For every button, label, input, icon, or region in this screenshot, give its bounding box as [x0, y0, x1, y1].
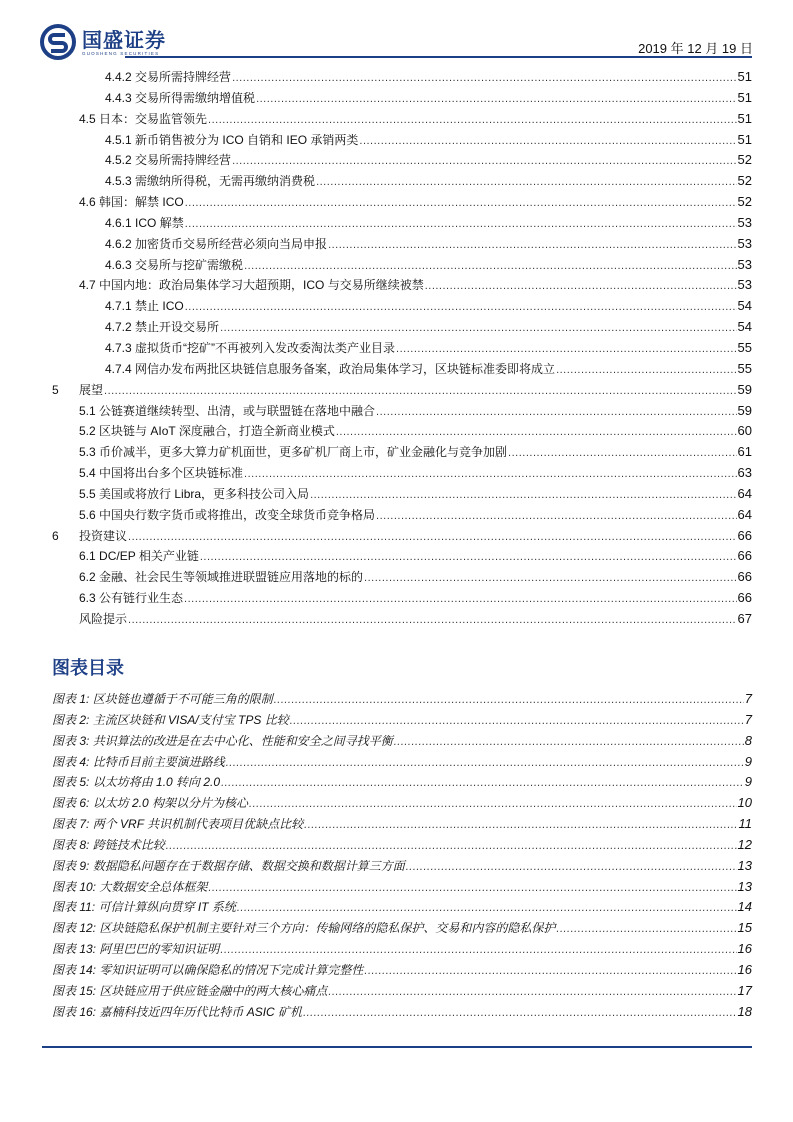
dot-leader: [290, 711, 744, 732]
toc-entry-number: 5.6: [79, 507, 96, 522]
toc-entry[interactable]: [52, 171, 752, 192]
figure-entry-label: [52, 918, 555, 939]
toc-entry[interactable]: [52, 442, 752, 463]
figure-number: 图表 15:: [52, 983, 97, 998]
figure-title: 两个 VRF 共识机制代表项目优缺点比较: [92, 817, 304, 832]
toc-entry-title: 展望: [79, 382, 104, 397]
toc-entry-page: 66: [737, 569, 752, 585]
toc-entry-page: 66: [737, 590, 752, 606]
dot-leader: [396, 339, 736, 360]
figure-entry-label: [52, 772, 220, 793]
toc-entry-label: [79, 505, 375, 526]
toc-entry-title: 公链赛道继续转型、出清，或与联盟链在落地中融合: [99, 403, 376, 418]
toc-entry-page: 55: [737, 339, 752, 355]
list-of-figures: [52, 689, 752, 1023]
toc-entry-page: 54: [737, 319, 752, 335]
toc-entry-label: [79, 546, 199, 567]
toc-entry-page: 67: [737, 610, 752, 626]
toc-entry-number: 4.5.2: [105, 153, 132, 168]
toc-entry-title: 网信办发布两批区块链信息服务备案，政治局集体学习，区块链标准委即将成立: [135, 361, 556, 376]
toc-entry-page: 63: [737, 465, 752, 481]
toc-entry-number: 4.5.1: [105, 132, 132, 147]
figure-title: 可信计算纵向贯穿 IT 系统: [98, 900, 236, 915]
toc-entry-number: 5.5: [79, 486, 96, 501]
figure-entry[interactable]: [52, 710, 752, 731]
figure-title: 零知识证明可以确保隐私的情况下完成计算完整性: [99, 962, 364, 977]
figure-title: 区块链隐私保护机制主要针对三个方向：传输网络的隐私保护、交易和内容的隐私保护: [99, 921, 556, 936]
figure-page: 14: [737, 899, 752, 915]
figure-page: 9: [744, 753, 752, 769]
toc-entry-page: 53: [737, 277, 752, 293]
toc-entry-page: 64: [737, 485, 752, 501]
figure-title: 主流区块链和 VISA/支付宝 TPS 比较: [92, 712, 289, 727]
figure-entry-label: [52, 1002, 302, 1023]
toc-entry-title: 风险提示: [79, 611, 128, 626]
dot-leader: [304, 815, 737, 836]
toc-entry-page: 59: [737, 381, 752, 397]
figure-page: 13: [737, 857, 752, 873]
figure-entry-label: [52, 689, 273, 710]
figure-number: 图表 13:: [52, 942, 97, 957]
dot-leader: [310, 485, 736, 506]
toc-entry[interactable]: [52, 401, 752, 422]
toc-entry-label: [105, 255, 243, 276]
dot-leader: [185, 214, 737, 235]
figure-entry[interactable]: [52, 793, 752, 814]
figure-number: 图表 12:: [52, 921, 97, 936]
toc-entry-page: 52: [737, 173, 752, 189]
toc-entry[interactable]: [52, 484, 752, 505]
figure-number: 图表 3:: [52, 733, 90, 748]
toc-entry-label: [105, 130, 358, 151]
figure-page: 16: [737, 941, 752, 957]
toc-entry-number: 4.6.1: [105, 215, 132, 230]
dot-leader: [406, 857, 737, 878]
figure-title: 大数据安全总体框架: [99, 879, 208, 894]
toc-entry[interactable]: [52, 567, 752, 588]
toc-entry[interactable]: [52, 234, 752, 255]
toc-entry-title: 交易所与挖矿需缴税: [135, 257, 244, 272]
figure-entry[interactable]: [52, 772, 752, 793]
dot-leader: [256, 89, 736, 110]
dot-leader: [220, 318, 736, 339]
toc-entry-label: [52, 609, 127, 630]
logo-name: 国盛证券: [82, 27, 166, 52]
toc-entry-number: 5.3: [79, 445, 96, 460]
figure-page: 7: [744, 691, 752, 706]
toc-entry-title: 交易所需持牌经营: [135, 70, 232, 84]
toc-entry-page: 60: [737, 423, 752, 439]
figure-title: 阿里巴巴的零知识证明: [99, 942, 220, 957]
toc-entry-label: [105, 67, 231, 88]
figure-number: 图表 8:: [52, 837, 90, 852]
figure-title: 区块链应用于供应链金融中的两大核心痛点: [99, 983, 328, 998]
toc-entry[interactable]: [52, 192, 752, 213]
toc-entry-number: 5.4: [79, 466, 96, 481]
logo-emblem-icon: [40, 24, 76, 60]
toc-entry-number: 4.6: [79, 195, 96, 210]
toc-entry-label: [79, 442, 507, 463]
figure-entry[interactable]: [52, 897, 752, 918]
figure-entry-label: [52, 960, 363, 981]
toc-entry-number: 5.1: [79, 403, 96, 418]
toc-entry-title: 韩国：解禁 ICO: [99, 195, 184, 210]
toc-entry[interactable]: [52, 317, 752, 338]
toc-entry-title: 需缴纳所得税，无需再缴纳消费税: [135, 174, 316, 189]
figure-number: 图表 14:: [52, 962, 97, 977]
toc-entry-label: [79, 401, 375, 422]
dot-leader: [244, 464, 736, 485]
figure-page: 16: [737, 961, 752, 977]
dot-leader: [376, 506, 736, 527]
figure-entry-label: [52, 793, 248, 814]
toc-entry-title: 禁止开设交易所: [135, 320, 220, 335]
figure-entry-label: [52, 752, 225, 773]
figure-number: 图表 9:: [52, 858, 90, 873]
figure-title: 数据隐私问题存在于数据存储、数据交换和数据计算三方面: [92, 858, 405, 873]
toc-entry-number: 4.7.2: [105, 320, 132, 335]
toc-entry-page: 51: [737, 110, 752, 126]
dot-leader: [303, 1003, 736, 1024]
figure-page: 12: [737, 836, 752, 852]
dot-leader: [208, 878, 736, 899]
toc-entry-number: 4.7: [79, 278, 96, 293]
toc-entry-page: 53: [737, 235, 752, 251]
toc-entry-label: [52, 380, 103, 401]
toc-entry-label: [79, 109, 207, 130]
toc-entry-title: 新币销售被分为 ICO 自销和 IEO 承销两类: [135, 132, 359, 147]
toc-entry-label: [105, 296, 184, 317]
toc-entry-number: 4.6.2: [105, 236, 132, 251]
toc-entry-title: 投资建议: [79, 528, 128, 543]
dot-leader: [128, 610, 737, 631]
figure-entry-label: [52, 981, 327, 1002]
figure-number: 图表 16:: [52, 1004, 97, 1019]
toc-entry-page: 51: [737, 131, 752, 147]
toc-entry-title: 美国或将放行 Libra，更多科技公司入局: [99, 486, 310, 501]
toc-entry[interactable]: [52, 359, 752, 380]
dot-leader: [128, 527, 737, 548]
toc-entry[interactable]: [52, 421, 752, 442]
toc-entry-label: [79, 275, 424, 296]
figure-entry[interactable]: [52, 835, 752, 856]
toc-entry-label: [52, 526, 127, 547]
toc-entry-number: 4.6.3: [105, 257, 132, 272]
figure-entry-label: [52, 710, 289, 731]
figure-title: 以太坊将由 1.0 转向 2.0: [92, 775, 221, 790]
dot-leader: [200, 547, 737, 568]
toc-entry-label: [105, 213, 184, 234]
figure-entry-label: [52, 897, 236, 918]
toc-entry-page: 52: [737, 194, 752, 210]
toc-entry-page: 64: [737, 506, 752, 522]
report-date: 2019 年 12 月 19 日: [638, 41, 753, 56]
dot-leader: [556, 919, 736, 940]
figure-number: 图表 1:: [52, 692, 90, 706]
figure-number: 图表 4:: [52, 754, 90, 769]
dot-leader: [232, 151, 736, 172]
footer-divider: [42, 1046, 752, 1048]
table-of-contents: [52, 67, 752, 630]
toc-entry-number: 4.7.4: [105, 361, 132, 376]
toc-entry-number: 6: [52, 528, 59, 543]
figure-page: 18: [737, 1003, 752, 1019]
figure-entry-label: [52, 814, 303, 835]
figure-page: 7: [744, 711, 752, 727]
figure-title: 共识算法的改进是在去中心化、性能和安全之间寻找平衡: [92, 733, 393, 748]
figure-entry-label: [52, 877, 207, 898]
toc-entry-title: 虚拟货币“挖矿”不再被列入发改委淘汰类产业目录: [135, 340, 396, 355]
dot-leader: [425, 276, 737, 297]
toc-entry-title: 金融、社会民生等领域推进联盟链应用落地的标的: [99, 570, 364, 585]
toc-entry-title: 禁止 ICO: [135, 299, 184, 314]
toc-entry-title: 公有链行业生态: [99, 591, 184, 606]
toc-entry-number: 6.2: [79, 570, 96, 585]
figure-entry[interactable]: [52, 981, 752, 1002]
figure-number: 图表 10:: [52, 879, 97, 894]
dot-leader: [316, 172, 736, 193]
dot-leader: [208, 110, 736, 131]
figure-entry[interactable]: [52, 752, 752, 773]
toc-entry[interactable]: [52, 609, 752, 630]
toc-entry-page: 51: [737, 89, 752, 105]
toc-entry-page: 55: [737, 360, 752, 376]
figure-entry[interactable]: [52, 939, 752, 960]
toc-entry-number: 4.5.3: [105, 174, 132, 189]
toc-entry-page: 52: [737, 152, 752, 168]
toc-entry-title: DC/EP 相关产业链: [99, 549, 199, 564]
figure-number: 图表 11:: [52, 900, 96, 915]
toc-entry-title: 加密货币交易所经营必须向当局申报: [135, 236, 328, 251]
toc-entry[interactable]: [52, 67, 752, 88]
figure-entry[interactable]: [52, 1002, 752, 1023]
toc-entry-number: 4.7.3: [105, 340, 132, 355]
dot-leader: [104, 381, 737, 402]
dot-leader: [364, 961, 736, 982]
header-divider: [125, 56, 752, 58]
toc-entry-title: 日本：交易监管领先: [99, 111, 208, 126]
toc-entry-page: 53: [737, 214, 752, 230]
dot-leader: [184, 589, 736, 610]
figure-entry[interactable]: [52, 856, 752, 877]
toc-entry-page: 51: [737, 69, 752, 84]
toc-entry[interactable]: [52, 296, 752, 317]
toc-entry[interactable]: [52, 338, 752, 359]
dot-leader: [244, 256, 736, 277]
figure-number: 图表 6:: [52, 796, 90, 811]
dot-leader: [364, 568, 736, 589]
figure-entry[interactable]: [52, 918, 752, 939]
toc-entry-label: [79, 588, 183, 609]
toc-entry-number: 5.2: [79, 424, 96, 439]
toc-entry-number: 4.5: [79, 111, 96, 126]
toc-entry-page: 54: [737, 298, 752, 314]
toc-entry-title: 区块链与 AIoT 深度融合，打造全新商业模式: [99, 424, 335, 439]
toc-entry[interactable]: [52, 505, 752, 526]
dot-leader: [185, 297, 737, 318]
toc-entry-number: 4.4.3: [105, 90, 132, 105]
figure-number: 图表 5:: [52, 775, 90, 790]
toc-entry-number: 6.3: [79, 591, 96, 606]
dot-leader: [336, 422, 737, 443]
figure-title: 比特币目前主要演进路线: [92, 754, 225, 769]
figure-entry[interactable]: [52, 877, 752, 898]
toc-entry-title: 中国将出台多个区块链标准: [99, 466, 244, 481]
toc-entry[interactable]: [52, 255, 752, 276]
dot-leader: [185, 193, 737, 214]
dot-leader: [274, 690, 744, 711]
toc-entry-label: [79, 463, 243, 484]
dot-leader: [359, 131, 736, 152]
toc-entry-title: 中国内地：政治局集体学习大超预期，ICO 与交易所继续被禁: [99, 278, 424, 293]
figure-entry-label: [52, 939, 219, 960]
toc-entry-label: [79, 192, 184, 213]
figure-entry[interactable]: [52, 814, 752, 835]
toc-entry-label: [105, 88, 255, 109]
toc-entry-number: 4.7.1: [105, 299, 132, 314]
logo-subtitle: GUOSHENG SECURITIES: [82, 50, 160, 56]
figure-page: 9: [744, 774, 752, 790]
toc-entry[interactable]: [52, 213, 752, 234]
figure-page: 15: [737, 920, 752, 936]
toc-entry-number: 5: [52, 382, 59, 397]
figure-page: 8: [744, 732, 752, 748]
toc-entry-label: [105, 171, 315, 192]
toc-entry-page: 59: [737, 402, 752, 418]
toc-entry[interactable]: [52, 275, 752, 296]
figure-entry[interactable]: [52, 689, 752, 710]
toc-entry-title: 中国央行数字货币或将推出，改变全球货币竞争格局: [99, 507, 376, 522]
toc-entry[interactable]: [52, 588, 752, 609]
figure-title: 区块链也遵循于不可能三角的限制: [92, 692, 273, 706]
figure-title: 嘉楠科技近四年历代比特币 ASIC 矿机: [99, 1004, 303, 1019]
dot-leader: [394, 732, 744, 753]
toc-entry-title: 交易所需持牌经营: [135, 153, 232, 168]
dot-leader: [221, 773, 744, 794]
figure-entry-label: [52, 731, 393, 752]
toc-entry-label: [105, 234, 327, 255]
dot-leader: [232, 68, 736, 89]
toc-entry-page: 66: [737, 527, 752, 543]
dot-leader: [556, 360, 736, 381]
dot-leader: [166, 836, 737, 857]
dot-leader: [237, 898, 737, 919]
figure-page: 10: [737, 795, 752, 811]
dot-leader: [376, 402, 736, 423]
figure-page: 17: [737, 982, 752, 998]
toc-entry-label: [105, 359, 555, 380]
toc-entry-label: [105, 338, 395, 359]
toc-entry-label: [105, 317, 219, 338]
toc-entry-page: 61: [737, 444, 752, 460]
toc-entry[interactable]: [52, 526, 752, 547]
dot-leader: [328, 235, 736, 256]
toc-entry-label: [79, 421, 335, 442]
toc-entry[interactable]: [52, 150, 752, 171]
figure-page: 13: [737, 878, 752, 894]
dot-leader: [226, 753, 744, 774]
toc-entry-label: [105, 150, 231, 171]
figure-entry-label: [52, 856, 405, 877]
toc-entry-title: ICO 解禁: [135, 215, 184, 230]
toc-entry-page: 66: [737, 548, 752, 564]
figure-title: 以太坊 2.0 构架以分片为核心: [92, 796, 249, 811]
figure-entry[interactable]: [52, 960, 752, 981]
toc-entry-page: 53: [737, 256, 752, 272]
toc-entry-title: 交易所得需缴纳增值税: [135, 90, 256, 105]
figures-heading: 图表目录: [52, 658, 124, 679]
toc-entry-title: 币价减半，更多大算力矿机面世，更多矿机厂商上市，矿业金融化与竞争加剧: [99, 445, 508, 460]
toc-entry-number: 6.1: [79, 549, 96, 564]
figure-entry[interactable]: [52, 731, 752, 752]
figure-number: 图表 2:: [52, 712, 90, 727]
figure-title: 跨链技术比较: [92, 837, 165, 852]
toc-entry[interactable]: [52, 88, 752, 109]
figure-page: 11: [738, 816, 752, 832]
toc-entry[interactable]: [52, 109, 752, 130]
toc-entry[interactable]: [52, 130, 752, 151]
toc-entry-label: [79, 484, 309, 505]
figure-number: 图表 7:: [52, 817, 90, 832]
toc-entry[interactable]: [52, 463, 752, 484]
toc-entry-label: [79, 567, 363, 588]
figure-entry-label: [52, 835, 165, 856]
dot-leader: [328, 982, 736, 1003]
company-logo: [40, 24, 166, 60]
dot-leader: [508, 443, 736, 464]
toc-entry-number: 4.4.2: [105, 70, 132, 84]
toc-entry[interactable]: [52, 380, 752, 401]
dot-leader: [220, 940, 736, 961]
toc-entry[interactable]: [52, 546, 752, 567]
dot-leader: [249, 794, 736, 815]
